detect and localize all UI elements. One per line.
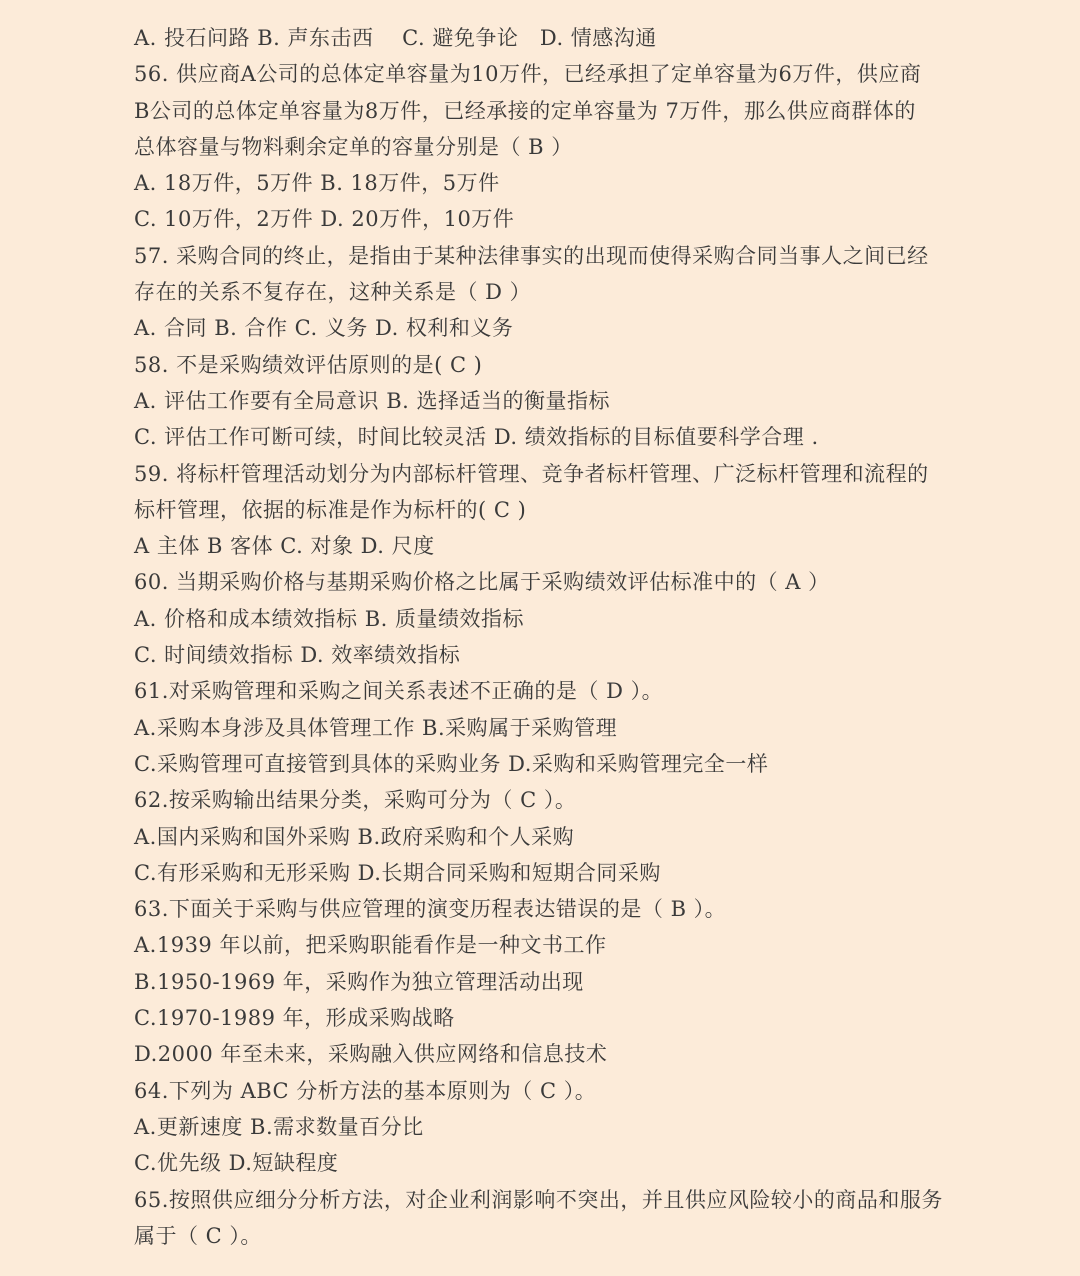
question-63-option-a: A.1939 年以前，把采购职能看作是一种文书工作 [134, 933, 607, 958]
question-58-stem: 58. 不是采购绩效评估原则的是( C ) [134, 352, 483, 377]
question-64-options: A.更新速度 B.需求数量百分比 [134, 1114, 424, 1139]
question-61-stem: 61.对采购管理和采购之间关系表述不正确的是（ D ）。 [134, 679, 664, 704]
question-57-stem: 57. 采购合同的终止，是指由于某种法律事实的出现而使得采购合同当事人之间已经 [134, 243, 929, 268]
document-body [134, 20, 964, 1254]
question-61-options: C.采购管理可直接管到具体的采购业务 D.采购和采购管理完全一样 [134, 751, 769, 776]
question-59-stem: 标杆管理，依据的标准是作为标杆的( C ) [134, 497, 527, 522]
question-56-stem: B公司的总体定单容量为8万件，已经承接的定单容量为 7万件，那么供应商群体的 [134, 98, 916, 123]
question-57-stem: 存在的关系不复存在，这种关系是（ D ） [134, 280, 532, 305]
question-62-options: C.有形采购和无形采购 D.长期合同采购和短期合同采购 [134, 860, 661, 885]
question-56-options: A. 18万件，5万件 B. 18万件，5万件 [134, 171, 500, 196]
question-60-stem: 60. 当期采购价格与基期采购价格之比属于采购绩效评估标准中的（ A ） [134, 570, 830, 595]
question-57-options: A. 合同 B. 合作 C. 义务 D. 权利和义务 [134, 316, 514, 341]
question-58-options: A. 评估工作要有全局意识 B. 选择适当的衡量指标 [134, 388, 610, 413]
question-56-options: C. 10万件，2万件 D. 20万件，10万件 [134, 207, 515, 232]
text-line: A. 投石问路 B. 声东击西 C. 避免争论 D. 情感沟通 [134, 26, 657, 50]
question-65-stem: 65.按照供应细分分析方法，对企业利润影响不突出，并且供应风险较小的商品和服务 [134, 1187, 943, 1212]
question-56-stem: 总体容量与物料剩余定单的容量分别是（ B ） [134, 134, 573, 159]
question-59-stem: 59. 将标杆管理活动划分为内部标杆管理、竞争者标杆管理、广泛标杆管理和流程的 [134, 461, 929, 486]
question-63-option-c: C.1970-1989 年，形成采购战略 [134, 1006, 455, 1031]
question-60-options: A. 价格和成本绩效指标 B. 质量绩效指标 [134, 606, 524, 631]
question-64-options: C.优先级 D.短缺程度 [134, 1151, 339, 1176]
question-65-stem: 属于（ C ）。 [134, 1223, 262, 1248]
question-63-option-b: B.1950-1969 年，采购作为独立管理活动出现 [134, 969, 584, 994]
question-62-options: A.国内采购和国外采购 B.政府采购和个人采购 [134, 824, 575, 849]
question-59-options: A 主体 B 客体 C. 对象 D. 尺度 [134, 534, 435, 559]
question-64-stem: 64.下列为 ABC 分析方法的基本原则为（ C ）。 [134, 1078, 597, 1103]
question-62-stem: 62.按采购输出结果分类，采购可分为（ C ）。 [134, 788, 577, 813]
question-63-option-d: D.2000 年至未来，采购融入供应网络和信息技术 [134, 1042, 608, 1067]
question-63-stem: 63.下面关于采购与供应管理的演变历程表达错误的是（ B ）。 [134, 897, 727, 922]
question-56-stem: 56. 供应商A公司的总体定单容量为10万件，已经承担了定单容量为6万件，供应商 [134, 62, 922, 87]
question-58-options: C. 评估工作可断可续，时间比较灵活 D. 绩效指标的目标值要科学合理 . [134, 425, 819, 450]
question-61-options: A.采购本身涉及具体管理工作 B.采购属于采购管理 [134, 715, 618, 740]
question-60-options: C. 时间绩效指标 D. 效率绩效指标 [134, 643, 461, 668]
